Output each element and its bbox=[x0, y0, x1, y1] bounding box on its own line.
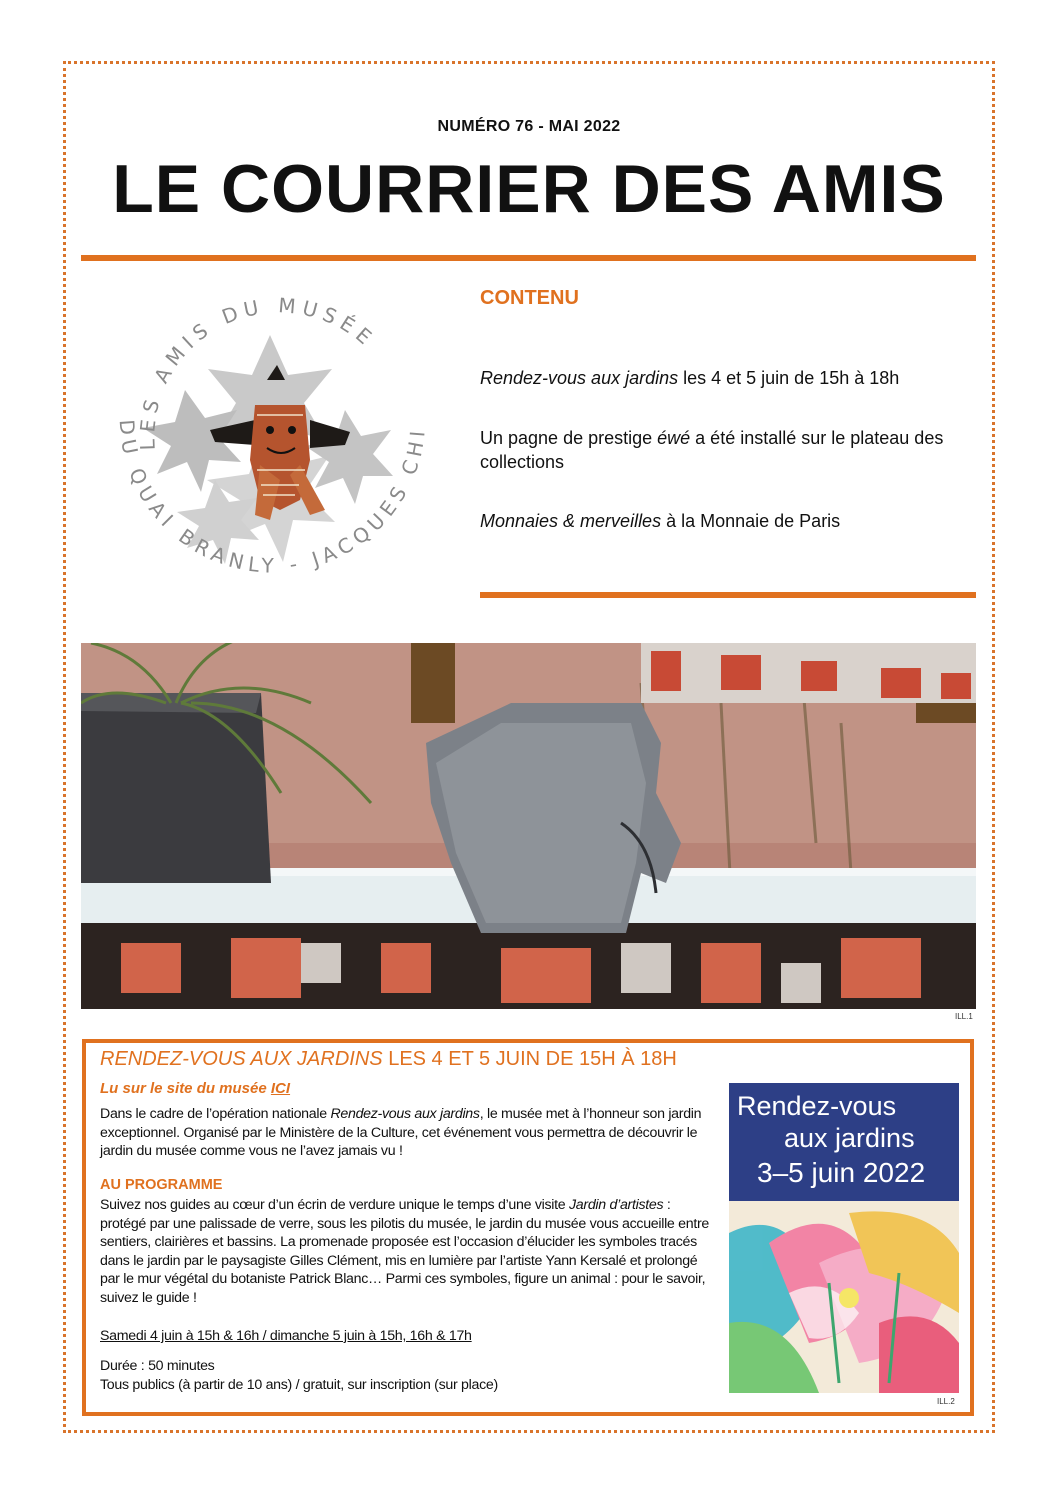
article-title-italic: RENDEZ-VOUS AUX JARDINS bbox=[100, 1048, 383, 1070]
article-subtitle bbox=[100, 1080, 290, 1097]
association-logo bbox=[95, 270, 445, 620]
article-intro-italic: Rendez-vous aux jardins bbox=[330, 1106, 480, 1122]
article-intro bbox=[100, 1105, 720, 1161]
contents-item-2-pre: Un pagne de prestige bbox=[480, 428, 658, 448]
poster-line-1: Rendez-vous bbox=[737, 1091, 897, 1121]
contents-item-2 bbox=[480, 426, 980, 474]
article-title-text: LES 4 ET 5 JUIN DE 15H À 18H bbox=[382, 1048, 677, 1070]
program-text bbox=[100, 1196, 720, 1307]
contents-heading: CONTENU bbox=[480, 287, 579, 309]
contents-item-2-italic: éwé bbox=[657, 428, 691, 448]
logo-arc-bottom: DU QUAI BRANLY - JACQUES CHI bbox=[114, 418, 430, 578]
article-intro-text: , le musée met à l’honneur son jardin exceptionnel. Organisé par le Ministère de la Culture, cet événement vous permettra de découvrir le jardin du musée comme vous ne l’avez jamais vu ! bbox=[100, 1106, 702, 1159]
article-title bbox=[100, 1048, 677, 1071]
museum-site-link[interactable]: ICI bbox=[270, 1080, 291, 1097]
logo-arc-top: LES AMIS DU MUSÉE bbox=[135, 293, 381, 451]
event-poster bbox=[729, 1083, 959, 1393]
program-rest: : protégé par une palissade de verre, sous les pilotis du musée, le jardin du musée vous accueille entre sentiers, clairières et bassins. La promenade proposée est l’occasion d’élucider les symboles tracés dans le jardin par le paysagiste Gilles Clément, mis en lumière par l’artiste Yann Kersalé et prolongé par le mur végétal du botaniste Patrick Blanc… Parmi ces symboles, figure un animal : pour le savoir, suivez le guide ! bbox=[100, 1197, 709, 1306]
issue-number: NUMÉRO 76 - MAI 2022 bbox=[437, 118, 621, 135]
poster-line-3: 3–5 juin 2022 bbox=[757, 1157, 926, 1188]
newsletter-title: LE COURRIER DES AMIS bbox=[112, 151, 946, 227]
program-italic: Jardin d’artistes bbox=[569, 1197, 664, 1213]
contents-item-3-italic: Monnaies & merveilles bbox=[480, 511, 662, 531]
contents-item-1-italic: Rendez-vous aux jardins bbox=[480, 368, 679, 388]
contents-item-1-text: les 4 et 5 juin de 15h à 18h bbox=[678, 368, 900, 388]
schedule: Samedi 4 juin à 15h & 16h / dimanche 5 juin à 15h, 16h & 17h bbox=[100, 1328, 472, 1344]
contents-item-2-text: a été installé sur le plateau des collections bbox=[480, 428, 944, 472]
duration: Durée : 50 minutes bbox=[100, 1358, 215, 1374]
article-subtitle-text: Lu sur le site du musée bbox=[100, 1080, 271, 1097]
photo-credit: ILL.1 bbox=[955, 1012, 973, 1021]
contents-rule bbox=[480, 592, 976, 598]
poster-line-2: aux jardins bbox=[784, 1123, 915, 1153]
contents-item-1 bbox=[480, 366, 980, 390]
contents-item-3-text: à la Monnaie de Paris bbox=[661, 511, 841, 531]
program-heading: AU PROGRAMME bbox=[100, 1177, 223, 1193]
contents-item-3 bbox=[480, 509, 980, 533]
poster-header bbox=[729, 1083, 959, 1201]
program-pre: Suivez nos guides au cœur d’un écrin de verdure unique le temps d’une visite bbox=[100, 1197, 570, 1213]
garden-photo bbox=[81, 643, 976, 1009]
article-intro-pre: Dans le cadre de l’opération nationale bbox=[100, 1106, 331, 1122]
audience: Tous publics (à partir de 10 ans) / gratuit, sur inscription (sur place) bbox=[100, 1377, 498, 1393]
poster-credit: ILL.2 bbox=[937, 1397, 955, 1406]
header-rule bbox=[81, 255, 976, 261]
